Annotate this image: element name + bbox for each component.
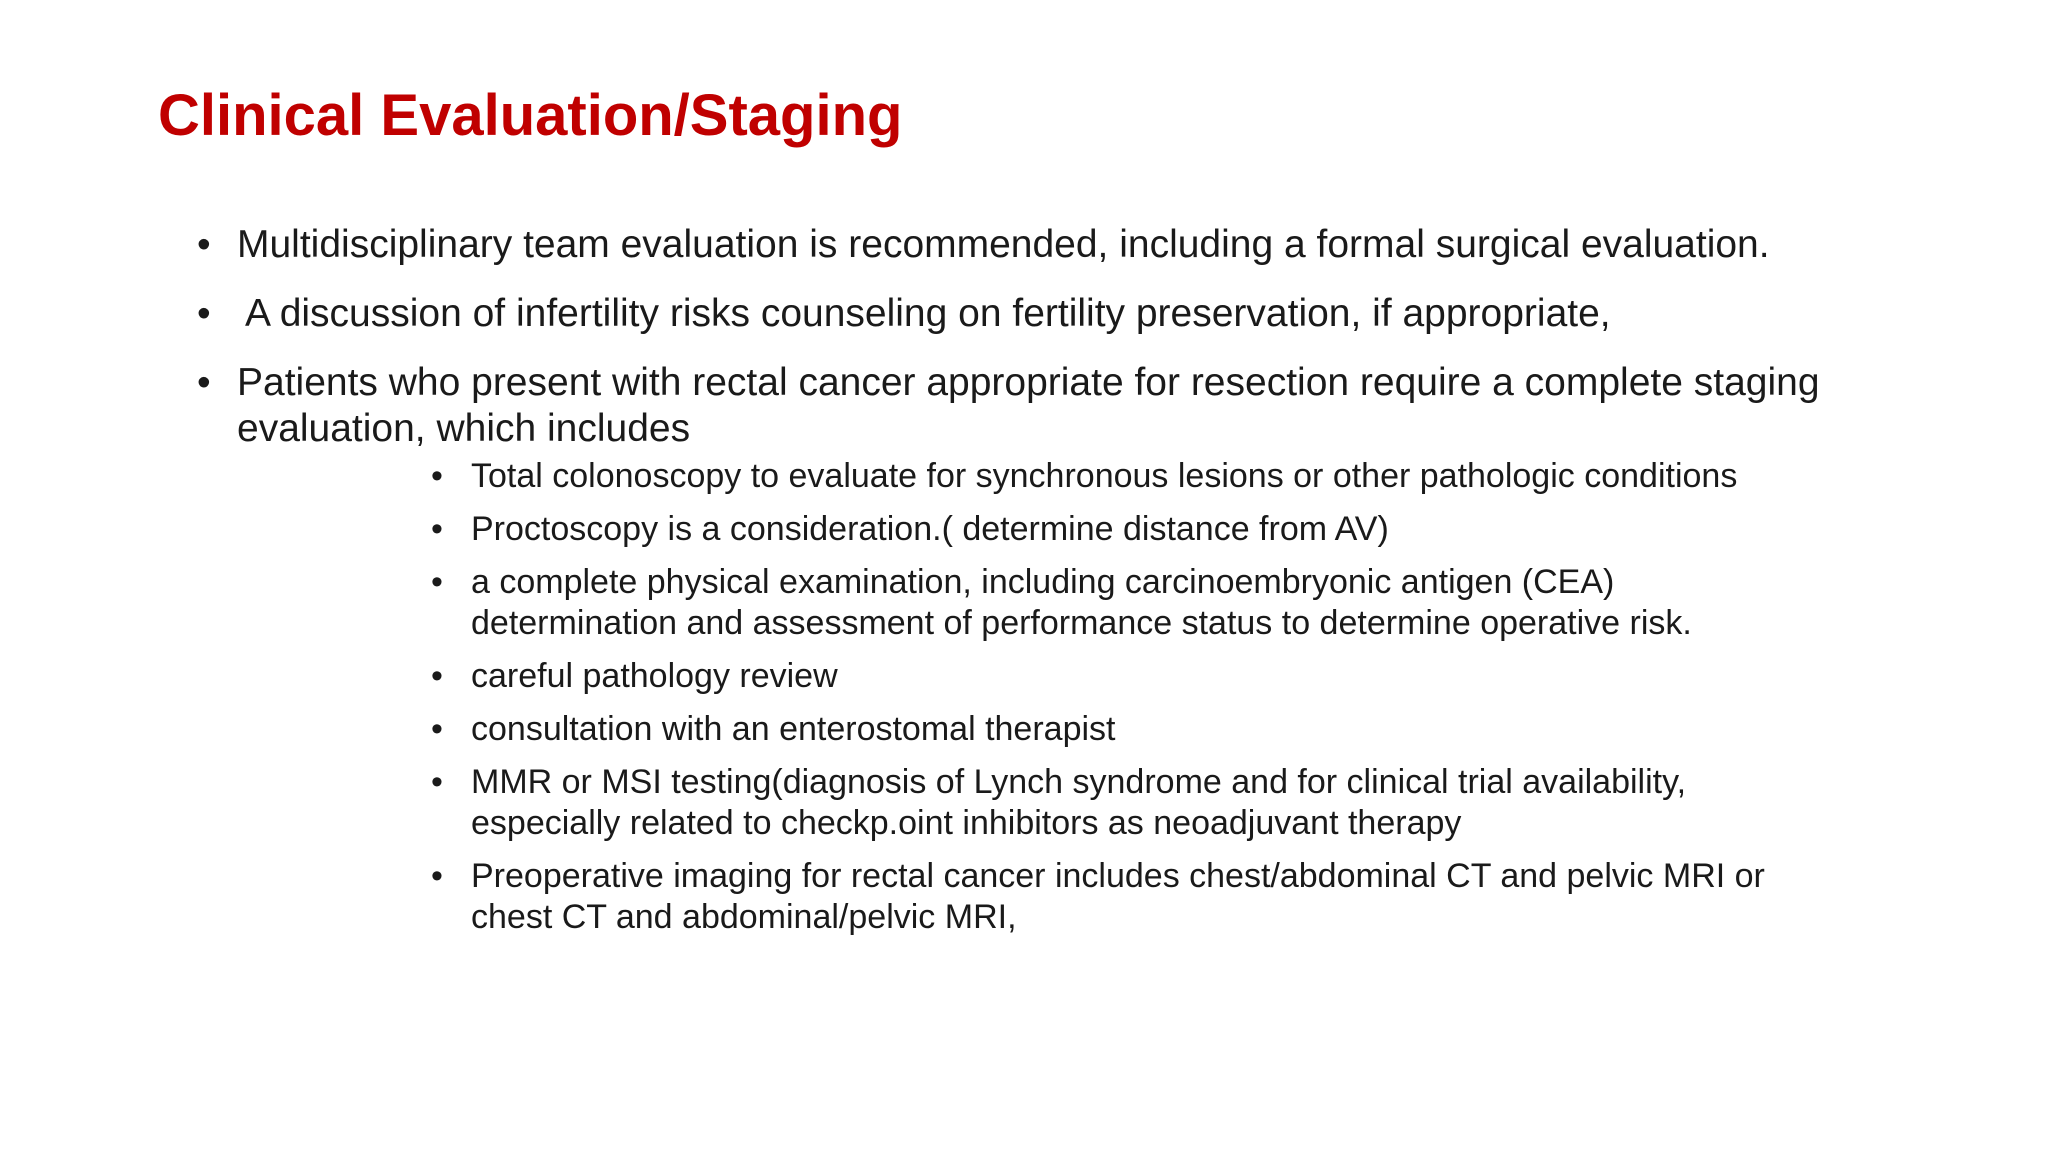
- list-item-text: A discussion of infertility risks counseling on fertility preservation, if appropriate,: [245, 292, 1611, 335]
- sub-list-item-text: a complete physical examination, including carcinoembryonic antigen (CEA) determination and assessment of performance status to determine operative risk.: [471, 563, 1692, 642]
- bullet-icon: •: [431, 857, 443, 895]
- list-item-text: Multidisciplinary team evaluation is recommended, including a formal surgical evaluation.: [237, 223, 1770, 266]
- sub-list-item-text: MMR or MSI testing(diagnosis of Lynch syndrome and for clinical trial availability, especially related to checkp.oint inhibitors as neoadjuvant therapy: [471, 763, 1687, 842]
- sub-list-item: [431, 709, 1821, 750]
- sub-list-item: [431, 762, 1821, 844]
- sub-list-item: [431, 562, 1821, 644]
- sub-bullet-list: [431, 456, 1821, 938]
- sub-list-item: [431, 509, 1821, 550]
- list-item-text: Patients who present with rectal cancer appropriate for resection require a complete staging evaluation, which includes: [237, 361, 1820, 450]
- sub-list-item-text: Total colonoscopy to evaluate for synchronous lesions or other pathologic conditions: [471, 457, 1738, 495]
- list-item: [197, 291, 1857, 337]
- sub-list-item: [431, 456, 1821, 497]
- bullet-icon: •: [431, 763, 443, 801]
- bullet-icon: •: [197, 223, 211, 266]
- sub-list-item-text: Preoperative imaging for rectal cancer includes chest/abdominal CT and pelvic MRI or chest CT and abdominal/pelvic MRI,: [471, 857, 1765, 936]
- sub-list-item-text: Proctoscopy is a consideration.( determine distance from AV): [471, 510, 1389, 548]
- list-item: [197, 222, 1857, 268]
- bullet-icon: •: [431, 457, 443, 495]
- bullet-icon: •: [197, 361, 211, 404]
- slide-title: Clinical Evaluation/Staging: [158, 83, 903, 148]
- sub-list-item-text: careful pathology review: [471, 657, 838, 695]
- list-item: [197, 360, 1857, 938]
- bullet-icon: •: [431, 657, 443, 695]
- bullet-icon: •: [431, 510, 443, 548]
- bullet-icon: •: [431, 563, 443, 601]
- bullet-icon: •: [197, 292, 211, 335]
- sub-list-item: [431, 656, 1821, 697]
- sub-list-item: [431, 856, 1821, 938]
- bullet-icon: •: [431, 710, 443, 748]
- main-bullet-list: [197, 222, 1857, 961]
- sub-list-item-text: consultation with an enterostomal therapist: [471, 710, 1116, 748]
